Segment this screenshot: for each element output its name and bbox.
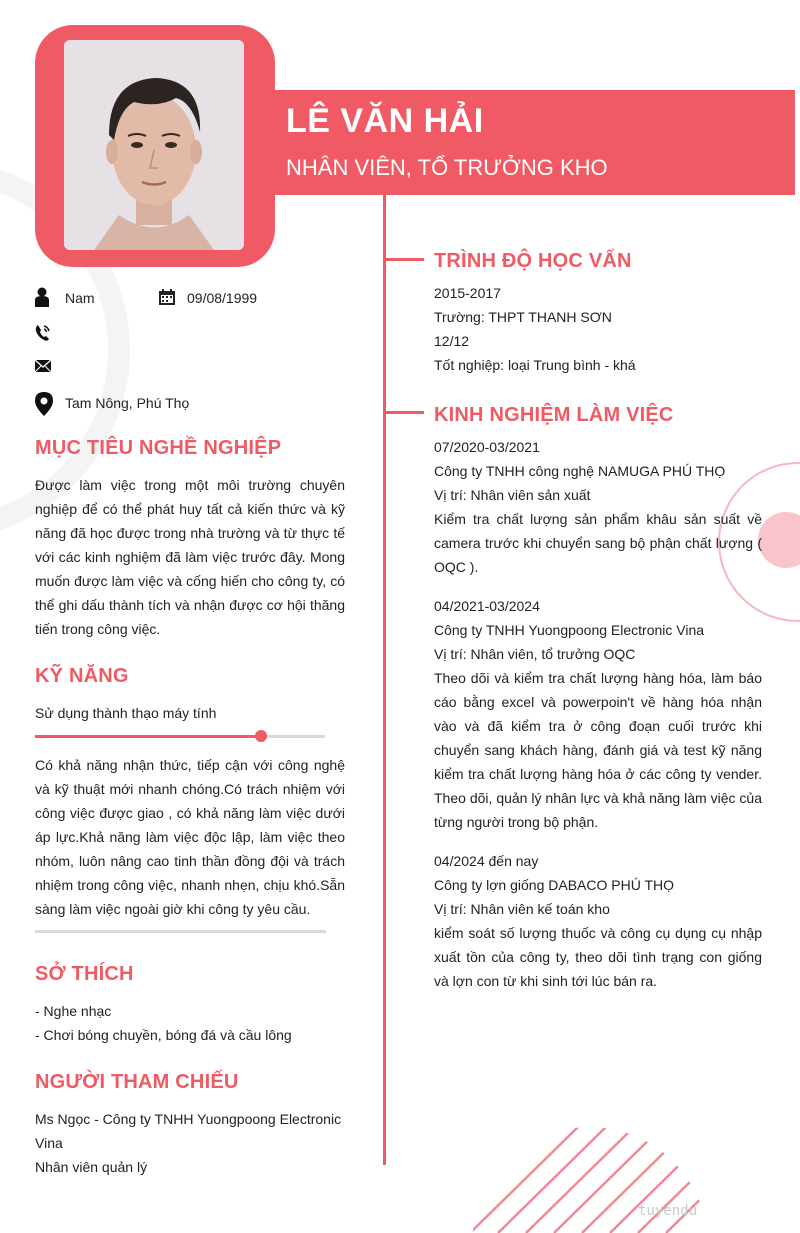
job-company: Công ty TNHH công nghệ NAMUGA PHÚ THỌ [434, 463, 726, 479]
hobby-item: - Nghe nhạc [35, 1003, 112, 1019]
email-icon [35, 360, 51, 378]
skills-divider [35, 930, 326, 933]
phone-icon [35, 324, 51, 342]
address-value: Tam Nông, Phú Thọ [65, 395, 190, 411]
skill-level-fill [35, 735, 261, 738]
timeline-tick-experience [386, 411, 424, 414]
job-position: Vị trí: Nhân viên, tổ trưởng OQC [434, 646, 636, 662]
hobby-item: - Chơi bóng chuyền, bóng đá và cầu lông [35, 1027, 292, 1043]
job-description: Kiểm tra chất lượng sản phẩm khâu sản suất về camera trước khi chuyển sang bộ phận chất lượng ( OQC ). [434, 511, 762, 575]
education-grade: 12/12 [434, 333, 470, 349]
education-school: Trường: THPT THANH SƠN [434, 309, 612, 325]
job-position: Vị trí: Nhân viên sản xuất [434, 487, 591, 503]
hobbies-title: SỞ THÍCH [35, 963, 134, 985]
reference-position: Nhân viên quản lý [35, 1159, 148, 1175]
objective-text: Được làm việc trong một môi trường chuyên nghiệp để có thể phát huy tất cả kiến thức và kỹ năng đã học được trong nhà trường và từ thực tế với các kinh nghiệm đã làm việc trước đây. Mong muốn được làm việc và cống hiến cho công ty, có thể ghi dấu thành tích và nhận được cơ hội thăng tiến trong công việc. [35, 477, 345, 637]
experience-title: KINH NGHIỆM LÀM VIỆC [434, 404, 674, 426]
job-description: kiểm soát số lượng thuốc và công cụ dụng cụ nhập xuất tồn của công ty, theo dõi tình trạng con giống và lợn con từ khi sinh tới lúc bán ra. [434, 925, 762, 989]
objective-title: MỤC TIÊU NGHỀ NGHIỆP [35, 437, 282, 459]
reference-line: Ms Ngọc - Công ty TNHH Yuongpoong Electronic Vina [35, 1111, 342, 1151]
education-title: TRÌNH ĐỘ HỌC VẤN [434, 250, 632, 272]
job-period: 07/2020-03/2021 [434, 439, 540, 455]
education-result: Tốt nghiệp: loại Trung bình - khá [434, 357, 636, 373]
calendar-icon [159, 289, 175, 307]
person-icon [35, 287, 51, 305]
candidate-title: NHÂN VIÊN, TỔ TRƯỞNG KHO [286, 155, 608, 180]
job-description: Theo dõi và kiểm tra chất lượng hàng hóa, làm báo cáo bằng excel và powerpoin't về hàng hóa nhận vào và đã kiểm tra ở công đoạn cuối trước khi chuyển sang khách hàng, đánh giá và test kỹ năng kiểm tra chất lượng hàng hóa ở các công ty vender. Theo dõi, quản lý nhân lực và khả năng làm việc của từng người trong bộ phận. [434, 670, 762, 830]
skill-item-label: Sử dụng thành thạo máy tính [35, 705, 217, 721]
job-position: Vị trí: Nhân viên kế toán kho [434, 901, 610, 917]
references-title: NGƯỜI THAM CHIẾU [35, 1071, 239, 1093]
job-company: Công ty lợn giống DABACO PHÚ THỌ [434, 877, 675, 893]
skill-level-knob [255, 730, 267, 742]
job-period: 04/2021-03/2024 [434, 598, 540, 614]
watermark: tuyendu [638, 1203, 698, 1219]
location-pin-icon [35, 392, 53, 416]
skills-description: Có khả năng nhận thức, tiếp cận với công nghệ và kỹ thuật mới nhanh chóng.Có trách nhiệm với công việc được giao , có khả năng làm việc dưới áp lực.Khả năng làm việc độc lập, làm việc theo nhóm, luôn nâng cao tinh thần đồng đội và trách nhiệm trong công việc, nhanh nhẹn, chịu khó.Sẵn sàng làm việc ngoài giờ khi công ty yêu cầu. [35, 757, 345, 917]
candidate-name: LÊ VĂN HẢI [286, 102, 484, 140]
job-period: 04/2024 đến nay [434, 853, 539, 869]
skill-level-track [35, 735, 325, 738]
gender-value: Nam [65, 290, 95, 306]
avatar [64, 40, 244, 250]
timeline-line [383, 195, 386, 1165]
timeline-tick-education [386, 258, 424, 261]
skills-title: KỸ NĂNG [35, 665, 129, 687]
education-period: 2015-2017 [434, 285, 501, 301]
job-company: Công ty TNHH Yuongpoong Electronic Vina [434, 622, 705, 638]
dob-value: 09/08/1999 [187, 290, 258, 306]
